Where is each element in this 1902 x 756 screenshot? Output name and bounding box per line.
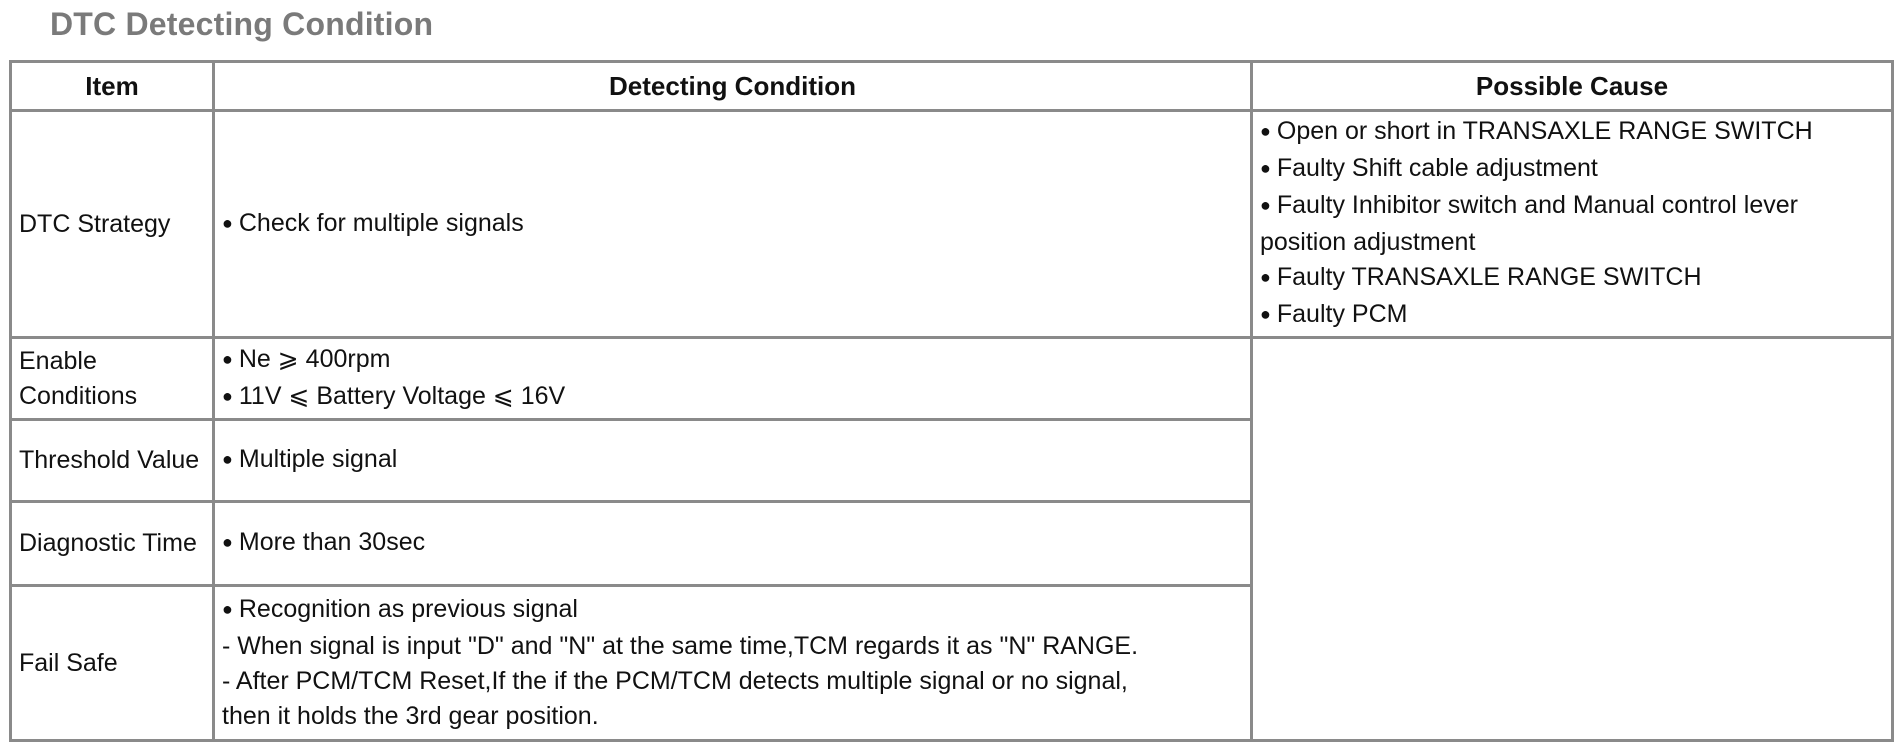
- empty-cause-cell: [1252, 338, 1893, 741]
- table-header-row: [11, 62, 1893, 111]
- condition-cell: [214, 502, 1252, 586]
- condition-cell: [214, 338, 1252, 420]
- condition-note: then it holds the 3rd gear position.: [222, 702, 599, 730]
- condition-bullet: ● Multiple signal: [222, 442, 1243, 479]
- condition-cell: [214, 586, 1252, 741]
- item-cell: Threshold Value: [11, 420, 214, 502]
- table-row: [11, 111, 1893, 338]
- cause-item: ● Faulty Shift cable adjustment: [1260, 151, 1884, 188]
- item-cell: Enable Conditions: [11, 338, 214, 420]
- condition-note: - After PCM/TCM Reset,If the if the PCM/TCM detects multiple signal or no signal,: [222, 667, 1128, 695]
- table-row: [11, 338, 1893, 420]
- cause-item-continuation: position adjustment: [1260, 228, 1476, 256]
- condition-bullet: ● Recognition as previous signal: [222, 592, 1243, 629]
- header-possible-cause: Possible Cause: [1252, 62, 1893, 111]
- cause-item: ● Faulty TRANSAXLE RANGE SWITCH: [1260, 260, 1884, 297]
- item-cell: Diagnostic Time: [11, 502, 214, 586]
- cause-item: ● Faulty Inhibitor switch and Manual control lever: [1260, 188, 1884, 225]
- item-cell: Fail Safe: [11, 586, 214, 741]
- condition-bullet: ● Ne ⩾ 400rpm: [222, 342, 1243, 379]
- condition-bullet: ● More than 30sec: [222, 525, 1243, 562]
- condition-bullet: ● 11V ⩽ Battery Voltage ⩽ 16V: [222, 379, 1243, 416]
- dtc-table: [9, 60, 1894, 742]
- condition-cell: [214, 420, 1252, 502]
- condition-cell: [214, 111, 1252, 338]
- header-detecting-condition: Detecting Condition: [214, 62, 1252, 111]
- condition-bullet: ● Check for multiple signals: [222, 206, 1243, 243]
- item-cell: DTC Strategy: [11, 111, 214, 338]
- condition-note: - When signal is input "D" and "N" at the same time,TCM regards it as "N" RANGE.: [222, 632, 1139, 660]
- possible-cause-cell: [1252, 111, 1893, 338]
- cause-item: ● Open or short in TRANSAXLE RANGE SWITCH: [1260, 114, 1884, 151]
- page-title: DTC Detecting Condition: [50, 6, 434, 42]
- header-item: Item: [11, 62, 214, 111]
- cause-item: ● Faulty PCM: [1260, 297, 1884, 334]
